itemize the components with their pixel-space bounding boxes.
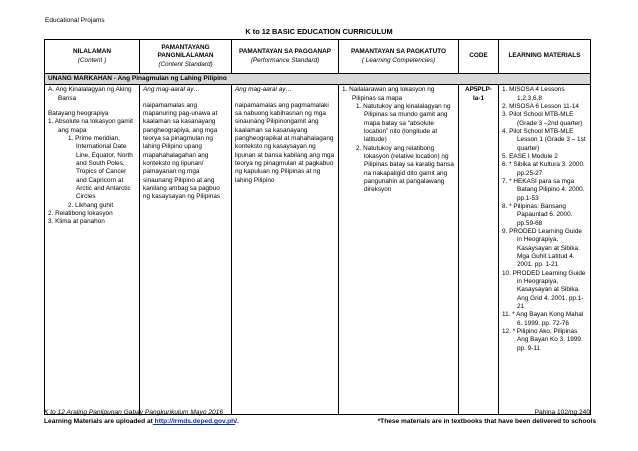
- content-standard-intro: Ang mag-aaral ay…: [143, 86, 200, 94]
- footer-note: *These materials are in textbooks that have been delivered to schools: [377, 418, 596, 425]
- performance-standard-intro: Ang mag-aaral ay…: [235, 86, 292, 94]
- document-title: K to 12 BASIC EDUCATION CURRICULUM: [245, 27, 393, 36]
- header-label: Educational Projams: [45, 17, 105, 24]
- content-item: 3. Klima at panahon: [48, 218, 105, 226]
- footer-page: Pahina 102/ng 240: [534, 409, 590, 416]
- competency-main: 1. Nailalarawan ang lokasyon ng Pilipinas sa mapa: [342, 86, 435, 102]
- content-item: 1. Absolute na lokasyon gamit ang mapa: [48, 118, 133, 134]
- materials-cell: [499, 85, 591, 415]
- content-standard-cell: [140, 85, 232, 415]
- materials-list: [502, 86, 587, 353]
- footer-uploaded: Learning Materials are uploaded at http://lrmds.deped.gov.ph/.: [44, 418, 239, 425]
- column-header-code: CODE: [459, 40, 499, 74]
- column-header-learning-materials: LEARNING MATERIALS: [499, 40, 591, 74]
- competencies-cell: [339, 85, 459, 415]
- list-item: 8. * Pilipinas: Bansang Papaunlad 6. 2000. pp.59-68: [502, 203, 573, 227]
- content-standard-text: naipamamalas ang mapanuring pag-unawa at kaalaman sa kasanayang pangheograpiya, ang mga teorya sa pinagmulan ng lahing Pilipino upang mapahahalagahan ang konteksto ng lipunan/ pamayanan ng mga sinaunang Pilipino at ang kanilang ambag sa pagbuo ng kasaysayan ng Pilipinas: [143, 101, 221, 201]
- column-header-content: NILALAMAN (Content ): [45, 40, 140, 74]
- list-item: 11. * Ang Bayan Kong Mahal 6. 1999. pp. 72-76: [502, 311, 584, 327]
- section-title: UNANG MARKAHAN - Ang Pinagmulan ng Lahing Pilipino: [45, 74, 591, 85]
- list-item: 10. PRODED Learning Guide in Heograpiya, Kasaysayan at Sibika. Ang Grid 4. 2001. pp.1-21: [502, 269, 586, 310]
- list-item: 2. MISOSA 6 Lesson 11-14: [502, 103, 579, 111]
- column-header-performance-standard: PAMANTAYAN SA PAGGANAP (Performance Standard): [232, 40, 339, 74]
- lrmds-link[interactable]: http://lrmds.deped.gov.ph: [152, 418, 236, 425]
- section-row: [45, 74, 591, 85]
- list-item: 12. * Pilipino Ako, Pilipinas Ang Bayan Ko 3. 1999. pp. 9-11: [502, 327, 583, 352]
- content-topic: A. Ang Kinalalagyan ng Aking Bansa: [48, 86, 132, 102]
- list-item: 3. Pilot School MTB-MLE (Grade 3 –2nd quarter): [502, 111, 583, 127]
- footer-guide: K to 12 Araling Panlipunan Gabay Pangkurikulum Mayo 2016: [44, 409, 223, 416]
- content-item: 2. Relatibong lokasyon: [48, 210, 113, 218]
- list-item: 5. EASE I Module 2: [502, 153, 558, 161]
- list-item: 6. * Sibika at Kultura 3. 2000. pp.25-27: [502, 161, 585, 177]
- content-subhead: Batayang heograpiya: [48, 110, 109, 118]
- performance-standard-cell: [232, 85, 339, 415]
- performance-standard-text: naipamamalas ang pagmamalaki sa nabuong kabihasnan ng mga sinaunang Pilipinongamit ang kaalaman sa kasanayang pangheograpikal at mahahalagang konteksto ng kasaysayan ng lipunan at bansa kabilang ang mga teorya ng pinagmulan at pagkabuo ng kapuluan ng Pilipinas at ng lahing Pilipino: [235, 101, 335, 184]
- column-header-content-standard: PAMANTAYANG PANGNILALAMAN (Content Standard): [140, 40, 232, 74]
- content-cell: [45, 85, 140, 415]
- table-row: [45, 85, 591, 415]
- content-subitem: 2. Likhang guhit: [68, 201, 114, 209]
- content-subitem: 1. Prime meridian, International Date Line, Equator, North and South Poles, Tropics of Cancer and Capricorn at Arctic and Antarctic Circles: [68, 135, 133, 201]
- curriculum-table: [44, 39, 591, 415]
- table-header-row: [45, 40, 591, 74]
- list-item: 1. MISOSA 4 Lessons 1,2,3,6,8: [502, 86, 565, 102]
- list-item: 7. * HEKASI para sa mga Batang Pilipino 4. 2000. pp.1-53: [502, 178, 585, 202]
- list-item: 4. Pilot School MTB-MLE Lesson 1 (Grade 3 – 1st quarter): [502, 128, 586, 152]
- competency-item: 2. Natutukoy ang relatibong lokasyon (relative location) ng Pilipinas batay sa karatig bansa na nakapaligid dito gamit ang pangunahin at pangalawang direksyon: [356, 144, 454, 194]
- code-cell: AP5PLP-Ia-1: [459, 85, 499, 415]
- list-item: 9. PRODED Learning Guide in Heograpiya, Kasaysayan at Sibika. Mga Guhit Latitud 4. 2001. pp. 1-21: [502, 228, 582, 269]
- column-header-learning-competencies: PAMANTAYAN SA PAGKATUTO ( Learning Competencies): [339, 40, 459, 74]
- competency-item: 1. Natutukoy ang kinalalagyan ng Pilipinas sa mundo gamit ang mapa batay sa “absolute location” nito (longitude at latitude): [356, 103, 451, 144]
